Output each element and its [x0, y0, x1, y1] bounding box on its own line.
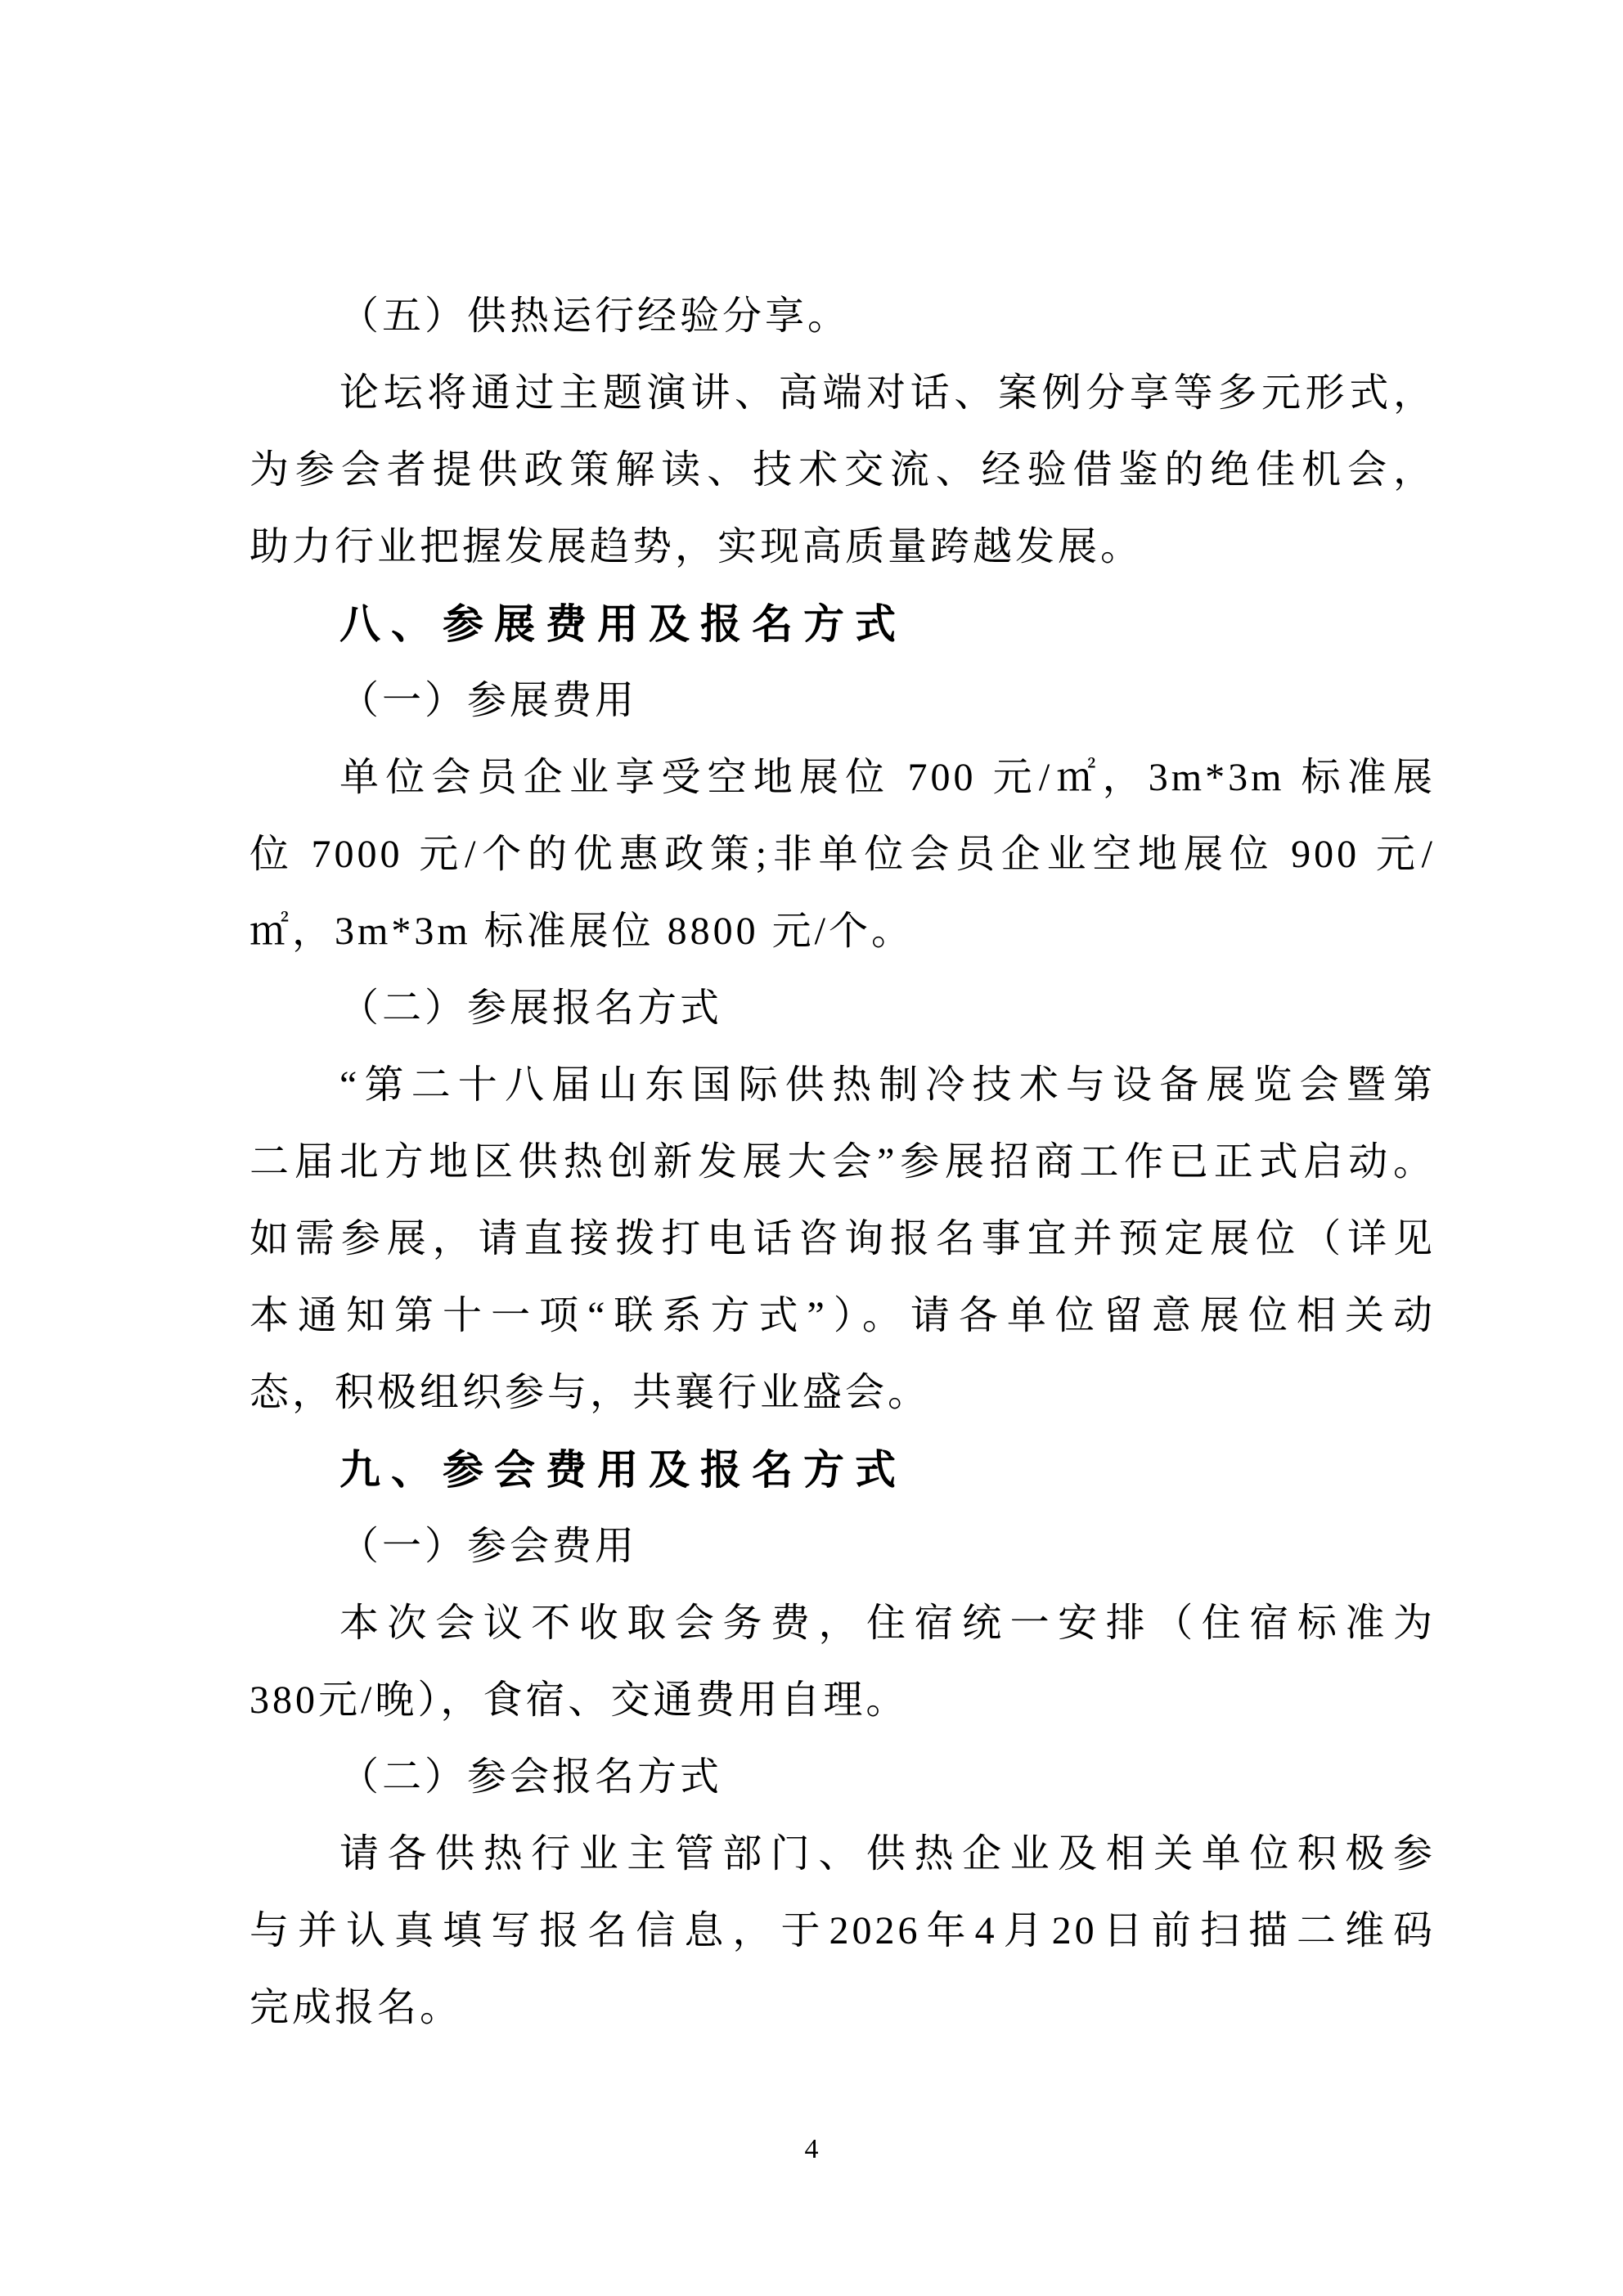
body-text-line: 为参会者提供政策解读、技术交流、经验借鉴的绝佳机会，: [250, 448, 1436, 492]
document-body: [250, 278, 1436, 2047]
section-heading-9: 九、参会费用及报名方式: [339, 1447, 906, 1493]
body-text-line: 态，积极组织参与，共襄行业盛会。: [250, 1371, 931, 1414]
page-number: 4: [804, 2134, 819, 2164]
body-text-line: “第二十八届山东国际供热制冷技术与设备展览会暨第: [339, 1063, 1436, 1107]
body-text-line: 与并认真填写报名信息，于2026年4月20日前扫描二维码: [250, 1909, 1436, 1952]
body-text-line: 本通知第十一项“联系方式”）。请各单位留意展位相关动: [250, 1294, 1436, 1337]
body-text-line: ㎡，3m*3m 标准展位 8800 元/个。: [250, 910, 915, 953]
subsection-heading-5: （五）供热运行经验分享。: [339, 294, 851, 338]
body-text-line: 380元/晚），食宿、交通费用自理。: [250, 1678, 909, 1722]
body-text-line: 位 7000 元/个的优惠政策;非单位会员企业空地展位 900 元/: [250, 833, 1436, 876]
body-text-line: 本次会议不收取会务费，住宿统一安排（住宿标准为: [339, 1602, 1436, 1645]
body-text-line: 完成报名。: [250, 1986, 463, 2029]
body-text-line: 二届北方地区供热创新发展大会”参展招商工作已正式启动。: [250, 1140, 1436, 1184]
body-text-line: 助力行业把握发展趋势，实现高质量跨越发展。: [250, 525, 1144, 568]
body-text-line: 请各供热行业主管部门、供热企业及相关单位积极参: [339, 1832, 1436, 1876]
subsection-heading-1: （一）参展费用: [339, 679, 638, 722]
subsection-heading-1: （一）参会费用: [339, 1525, 638, 1568]
subsection-heading-2: （二）参会报名方式: [339, 1755, 723, 1799]
subsection-heading-2: （二）参展报名方式: [339, 986, 723, 1030]
body-text-line: 论坛将通过主题演讲、高端对话、案例分享等多元形式，: [339, 371, 1436, 415]
body-text-line: 如需参展，请直接拨打电话咨询报名事宜并预定展位（详见: [250, 1217, 1436, 1260]
body-text-line: 单位会员企业享受空地展位 700 元/㎡，3m*3m 标准展: [339, 756, 1436, 799]
section-heading-8: 八、参展费用及报名方式: [339, 601, 906, 647]
